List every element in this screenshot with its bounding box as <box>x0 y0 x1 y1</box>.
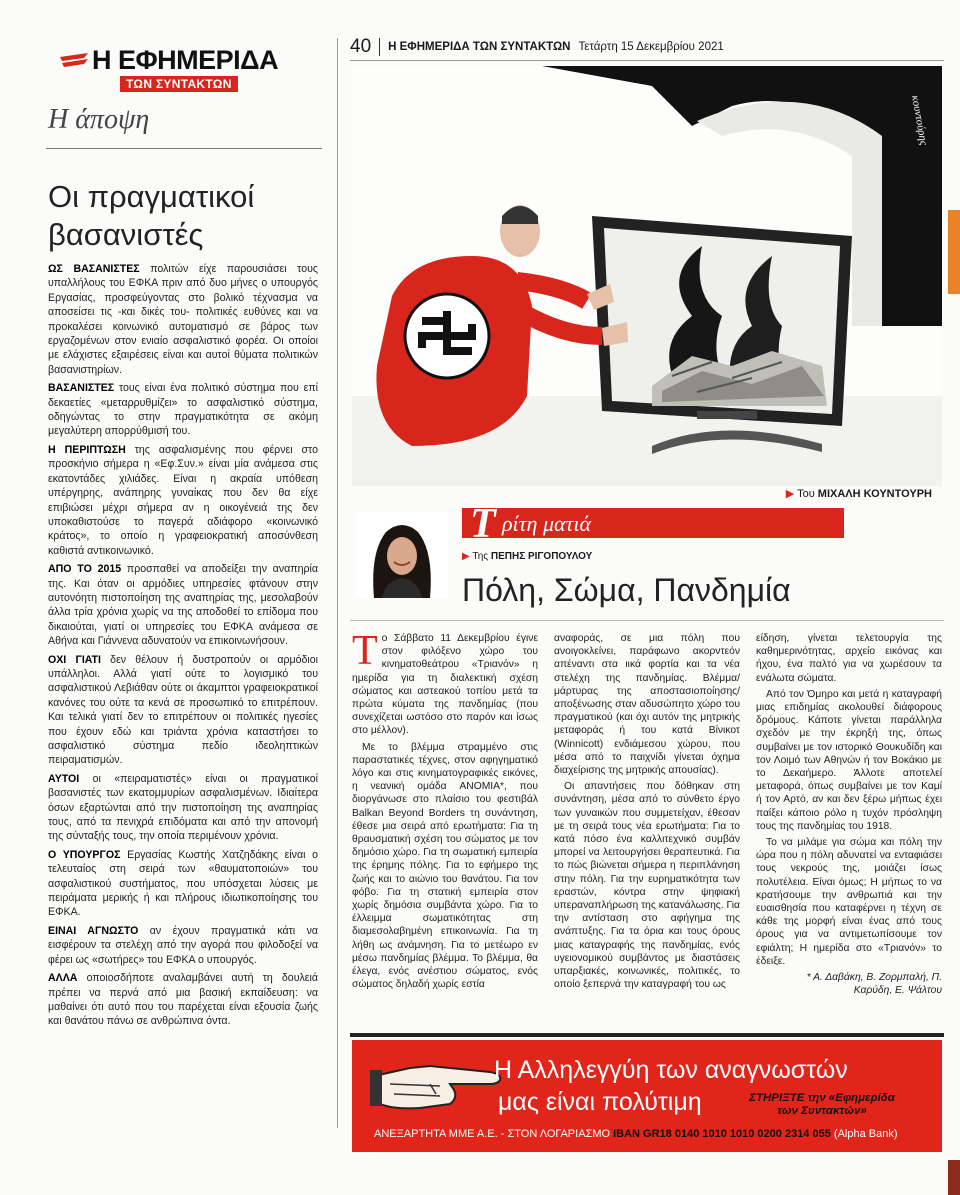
article-signoff: * Α. Δαβάκη, Β. Ζορμπαλή, Π. Καρύδη, Ε. Ψάλτου <box>806 972 942 997</box>
drop-cap: Τ <box>352 628 378 674</box>
article-column-3 <box>756 632 942 1000</box>
section-title: Η άποψη <box>48 104 150 135</box>
editorial-paragraph <box>48 653 318 768</box>
paragraph-text: ο Σάββατο 11 Δεκεμβρίου έγινε στον φιλόξενο χώρο του κινηματοθεάτρου «Τριανόν» η ημερίδα για τη διαλεκτική σχέση σώματος και αστεακού τοπίου μετά τα πρώτα κύματα της πανδημίας (που συνεχίζεται ωστόσο στο παρόν και ίσως στο μέλλον). <box>352 633 538 737</box>
edge-color-tab <box>948 210 960 294</box>
author-portrait <box>356 512 448 598</box>
cartoon-signature: κουντούρης <box>909 94 930 147</box>
column-divider <box>337 38 338 1128</box>
article-paragraph: Οι απαντήσεις που δόθηκαν στη συνάντηση, μέσα από το σύνθετο έργο των γυναικών που συμμετείχαν, έθεσαν με τη σειρά τους νέα ερωτήματα: Για το κατά πόσο ένα καλλιτεχνικό συμβάν μπορεί να λειτουργήσει θεραπευτικά. Για το πώς βιώνεται σήμερα η περιπλάνηση στην πόλη. Για την ευρηματικότητα των εραστών, κόντρα στην ψηφιακή υπεραναπλήρωση της κατανάλωσης. Για την αντίσταση στο αφήγημα της ανάπτυξης. Για τα όρια και τους όρους μιας καταγραφής της πανδημίας, ενός υγειονομικού συμβάντος με διαστάσεις υπαρξιακές, κοινωνικές, πολιτικές, το οποίο ξεπερνά την καταγραφή του ως <box>554 781 740 991</box>
credit-arrow-icon: ▶ <box>785 488 795 500</box>
cta-line-1: ΣΤΗΡΙΞΤΕ την «Εφημερίδα <box>749 1092 895 1104</box>
ad-headline-2: μας είναι πολύτιμη <box>498 1088 702 1116</box>
article-column-1 <box>352 628 538 994</box>
paragraph-lead: ΑΥΤΟΙ <box>48 772 80 785</box>
column-name: ρίτη ματιά <box>502 511 592 536</box>
article-paragraph <box>352 628 538 738</box>
paragraph-text: τους είναι ένα πολιτικό σύστημα που επί δεκαετίες «μεταρρυθμίζει» το ασφαλιστικό σύστημα, οδηγώντας το στην πραγματικότητα σε ακόμη μεγαλύτερη απορρύθμισή του. <box>48 382 318 438</box>
column-banner <box>462 501 844 547</box>
paragraph-text: αν έχουν πραγματικά κάτι να εισφέρουν τα στελέχη από την αγορά που φιλοδοξεί να φέρει ως «σωτήρες» του ΕΦΚΑ ο υπουργός. <box>48 924 319 966</box>
byline <box>462 551 592 562</box>
editorial-paragraph <box>48 262 318 377</box>
credit-prefix: Του <box>797 488 815 500</box>
edge-color-tab <box>948 1160 960 1195</box>
article-paragraph: αναφοράς, σε μια πόλη που ανοιγοκλείνει, παράφωνο ακορντεόν απέναντι στα ιικά φορτία και τα νέα στελέχη της πανδημίας. Βλέμμα/μάρτυρας της αποστασιοποίησης/αποξένωσης σταν αδυσώπητο χώρο του πραγματικού (και όχι αυτόν της μητρικής μεταφοράς ή του κατά Βίνικοτ (Winnicott) ενδιάμεσου χώρου, που μέσα από το παιχνίδι γίνεται όχημα διαχείρισης της μητρικής απουσίας). <box>554 633 740 777</box>
editorial-paragraph <box>48 924 318 967</box>
paragraph-text: προσπαθεί να αποδείξει την αναπηρία της. Και όταν οι αρμόδιες υπηρεσίες φτάνουν στην αυτονόητη πιστοποίηση της αναπηρίας της, μεσολαβούν άλλα τρία χρόνια χωρίς να της αποδοθεί το επίδομα που δικαιούται, γιατί οι υπηρεσίες του ΕΦΚΑ ανάμεσα σε Αθήνα και Γιάννενα αδυνατούν να επικοινωνήσουν. <box>48 563 318 648</box>
newspaper-logo <box>58 46 280 93</box>
byline-prefix: Της <box>472 551 489 562</box>
paragraph-lead: ΕΙΝΑΙ ΑΓΝΩΣΤΟ <box>48 924 139 937</box>
ad-iban: IBAN GR18 0140 1010 1010 0200 2314 055 <box>613 1128 831 1140</box>
byline-arrow-icon: ▶ <box>462 551 470 562</box>
article-column-2 <box>554 632 740 994</box>
ad-headline-1: Η Αλληλεγγύη των αναγνωστών <box>494 1056 848 1084</box>
paragraph-lead: Η ΠΕΡΙΠΤΩΣΗ <box>48 443 126 456</box>
ad-bank: (Alpha Bank) <box>833 1128 898 1140</box>
header-rule <box>350 60 944 61</box>
editorial-headline: Οι πραγματικοί βασανιστές <box>48 179 255 252</box>
logo-title: Η ΕΦΗΜΕΡΙΔΑ <box>92 45 279 75</box>
article-title: Πόλη, Σώμα, Πανδημία <box>462 572 791 608</box>
editorial-paragraph <box>48 772 318 844</box>
column-initial: Τ <box>470 501 496 547</box>
credit-name: ΜΙΧΑΛΗ ΚΟΥΝΤΟΥΡΗ <box>817 488 932 500</box>
ad-call-to-action[interactable] <box>737 1092 907 1118</box>
paragraph-text: οποιοσδήποτε αναλαμβάνει αυτή τη δουλειά πρέπει να περνά από μια βασική εκπαίδευση: να μαθαίνει ότι αυτό που του παρέχεται είναι εξουσία ζωής και θανάτου πάνω σε ανθρώπινα όντα. <box>48 972 318 1028</box>
paragraph-text: πολιτών είχε παρουσιάσει τους υπαλλήλους του ΕΦΚΑ πριν από δυο μήνες ο υπουργός Εργασίας, προσφεύγοντας στο βολικό τέχνασμα να αποσείσει τις -και δικές του- πολιτικές ευθύνες και να προκαλέσει κοινωνικό αυτοματισμό σε βάρος των εργαζομένων στον ενιαίο ασφαλιστικό φορέα. Οι οποίοι με ελάχιστες εξαιρέσεις είναι και αυτοί θύματα πολιτικών βασανιστηρίων. <box>48 263 318 376</box>
article-paragraph: Με το βλέμμα στραμμένο στις παραστατικές τέχνες, στον αφηγηματικό λόγο και στις κινηματογραφικές εικόνες, η νεανική ομάδα ANOMIA*, που διοργάνωσε στο πλαίσιο του φεστιβάλ Balkan Beyond Borders τη συνάντηση, έθεσε μια σειρά από ερωτήματα: Για τη θραυσματική σχέση του σώματος με τον δημόσιο χώρο. Για τη σωματική εμπειρία της έρημης πόλης. Για το εφήμερο της ζωής και το αιώνιο του θανάτου. Για τον φόβο. Για τη στατική εμπειρία στον χωρίς δημόσια συμβάντα χώρο. Για το έλλειμμα σωματικότητας στη διαμεσολαβημένη επικοινωνία. Για τη λήθη ως ανάμνηση. Για το μετέωρο εν μέσω πανδημίας βλέμμα. Το βλέμμα, θα έλεγα, ενός ανέστιου σώματος, ενός σώματος δηλαδή χωρίς εστία <box>352 741 538 991</box>
cta-line-2: των Συντακτών» <box>777 1105 867 1117</box>
paragraph-lead: ΩΣ ΒΑΣΑΝΙΣΤΕΣ <box>48 263 140 275</box>
page-header <box>350 36 940 58</box>
paragraph-text: δεν θέλουν ή δυστροπούν οι αρμόδιοι υπάλληλοι. Αλλά γιατί ούτε το λογισμικό του ασφαλιστικού Λεβιάθαν ούτε οι άκαμπτοι γραφειοκρατικοί κανόνες του ούτε τα κενά σε προσωπικό το επιτρέπουν. Και τελικά γιατί δεν το επιτρέπουν οι πολιτικές ηγεσίες που έχουν εδώ και τριάντα χρόνια καταστήσει το ασφαλιστικό σύστημα πεδίο ιδεοληπτικών πειραματισμών. <box>48 653 318 767</box>
editorial-paragraph <box>48 443 318 558</box>
paragraph-lead: ΟΧΙ ΓΙΑΤΙ <box>48 653 101 666</box>
ad-bank-details <box>374 1128 898 1140</box>
article-paragraph: Το να μιλάμε για σώμα και πόλη την ώρα που η πόλη αδυνατεί να ενταφιάσει τους νεκρούς της, μοιάζει ίσως πολυτέλεια. Είναι όμως; Η μήπως το να κρατήσουμε την ανθρωπιά και την ευαισθησία που καταφέρνει η τέχνη σε κάθε της μορφή είναι ένας από τους όρους για να αντιμετωπίσουμε τον εφιάλτη; Η ημερίδα στο «Τριανόν» το έδειξε. <box>756 837 942 967</box>
logo-swoosh-icon <box>58 49 92 71</box>
editorial-paragraph <box>48 381 318 439</box>
paragraph-lead: ΒΑΣΑΝΙΣΤΕΣ <box>48 382 115 395</box>
page-number: 40 <box>350 36 372 57</box>
paragraph-lead: ΑΠΟ ΤΟ 2015 <box>48 563 122 576</box>
paragraph-lead: ΑΛΛΑ <box>48 972 78 985</box>
pointing-hand-icon <box>370 1054 510 1116</box>
logo-subtitle: ΤΩΝ ΣΥΝΤΑΚΤΩΝ <box>120 76 238 92</box>
editorial-paragraph <box>48 848 318 920</box>
section-rule <box>46 148 322 149</box>
cartoon-credit <box>786 487 932 500</box>
byline-name: ΠΕΠΗΣ ΡΙΓΟΠΟΥΛΟΥ <box>490 551 593 562</box>
paragraph-text: οι «πειραματιστές» είναι οι πραγματικοί βασανιστές των εκατομμυρίων ασφαλισμένων. Ιδιαίτερα όσων εξαρτώνται από την πιστοποίηση της αναπηρίας τους, από τα πενιχρά επιδόματα και από την απονομή της σύνταξής τους, την οποία περιμένουν χρόνια. <box>48 772 318 843</box>
ad-rule <box>350 1033 944 1037</box>
solidarity-ad[interactable] <box>352 1040 942 1152</box>
editorial-cartoon <box>352 66 942 486</box>
article-paragraph: είδηση, γίνεται τελετουργία της καθημερινότητας, αρχείο εικόνας και ήχου, ένα παλτό για να χωρέσουν τα ενάλωτα σώματα. <box>756 633 942 684</box>
editorial-paragraph <box>48 971 318 1029</box>
editorial-paragraph <box>48 562 318 648</box>
header-divider <box>379 38 380 56</box>
paragraph-text: Εργασίας Κωστής Χατζηδάκης είναι ο τελευταίος στη σειρά των «θαυματοποιών» του ασφαλιστικού συστήματος, που υπόσχεται λύσεις με πειράματα μερικής ή και πλήρους ιδιωτικοποίησης του ΕΦΚΑ. <box>48 848 318 919</box>
article-rule <box>350 620 944 621</box>
header-date: Τετάρτη 15 Δεκεμβρίου 2021 <box>578 41 724 53</box>
editorial-body <box>48 262 318 1033</box>
header-paper-name: Η ΕΦΗΜΕΡΙΔΑ ΤΩΝ ΣΥΝΤΑΚΤΩΝ <box>388 41 571 53</box>
article-paragraph: Από τον Όμηρο και μετά η καταγραφή μιας επιδημίας ακολουθεί διάφορους δρόμους. Κάποτε γίνεται παράλληλα σχεδόν με την έκρηξή της, όπως συμβαίνει με τον ιστορικό Θουκυδίδη και τον Λοιμό των Αθηνών ή τον Βοκάκιο με το Δεκαήμερο. Άλλοτε αποτελεί μεταφορά, όπως συμβαίνει με τον Καμί ή τον Αρτό, αν και δεν ξέρω μήπως έχει παίξει κάποιο ρόλο η τυχόν πρόσληψη τους της πανδημίας του 1918. <box>756 688 942 832</box>
paragraph-lead: Ο ΥΠΟΥΡΓΟΣ <box>48 848 121 861</box>
paragraph-text: της ασφαλισμένης που φέρνει στο προσκήνιο σήμερα η «Εφ.Συν.» είναι μία ανάμεσα στις εκατοντάδες χιλιάδες. Είναι η ακραία υπόθεση υπέργηρης, ανάπηρης γυναίκας που δεν θα είχε επιβιώσει μέχρι σήμερα αν η οικογένειά της δεν υποκαθιστούσε το παγερά αδιάφορο «κοινωνικό κράτος», το οποίο η γραφειοκρατική αποσύνθεση καθιστά αντικοινωνικό. <box>48 443 318 557</box>
ad-account-text: ΑΝΕΞΑΡΤΗΤΑ ΜΜΕ Α.Ε. - ΣΤΟΝ ΛΟΓΑΡΙΑΣΜΟ <box>374 1128 611 1140</box>
